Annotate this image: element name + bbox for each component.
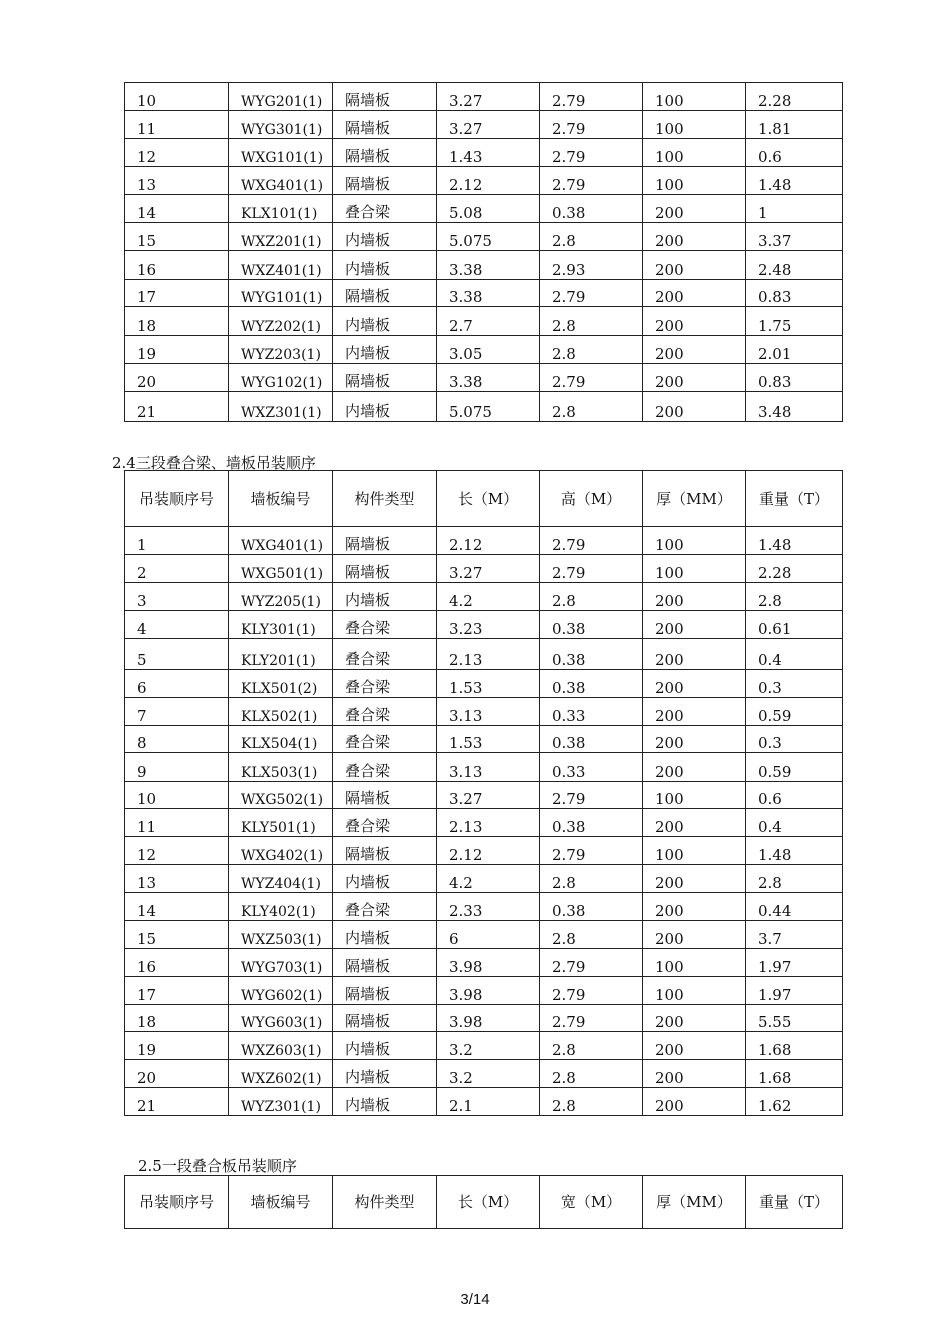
height-cell: 0.33 bbox=[540, 753, 643, 782]
code-cell: WYG102(1) bbox=[229, 364, 333, 392]
type-cell: 叠合梁 bbox=[333, 753, 437, 782]
table-row bbox=[125, 611, 843, 639]
thickness-cell: 100 bbox=[643, 83, 746, 111]
table-row bbox=[125, 698, 843, 726]
column-header: 长（M） bbox=[437, 1176, 540, 1229]
weight-cell: 3.7 bbox=[746, 921, 843, 949]
weight-cell: 2.48 bbox=[746, 251, 843, 280]
length-cell: 3.38 bbox=[437, 280, 540, 307]
weight-cell: 1.48 bbox=[746, 527, 843, 555]
height-cell: 0.38 bbox=[540, 195, 643, 223]
height-cell: 2.79 bbox=[540, 1005, 643, 1032]
length-cell: 1.53 bbox=[437, 726, 540, 753]
height-cell: 0.38 bbox=[540, 670, 643, 698]
weight-cell: 0.6 bbox=[746, 139, 843, 167]
length-cell: 3.2 bbox=[437, 1060, 540, 1088]
height-cell: 0.33 bbox=[540, 698, 643, 726]
weight-cell: 0.59 bbox=[746, 753, 843, 782]
height-cell: 2.79 bbox=[540, 555, 643, 583]
table-header-row bbox=[125, 1176, 843, 1229]
type-cell: 隔墙板 bbox=[333, 782, 437, 809]
code-cell: WXG501(1) bbox=[229, 555, 333, 583]
length-cell: 3.05 bbox=[437, 336, 540, 364]
length-cell: 3.38 bbox=[437, 364, 540, 392]
height-cell: 0.38 bbox=[540, 809, 643, 837]
type-cell: 内墙板 bbox=[333, 336, 437, 364]
thickness-cell: 200 bbox=[643, 307, 746, 336]
thickness-cell: 200 bbox=[643, 280, 746, 307]
thickness-cell: 200 bbox=[643, 670, 746, 698]
thickness-cell: 100 bbox=[643, 782, 746, 809]
table-row bbox=[125, 307, 843, 336]
weight-cell: 1 bbox=[746, 195, 843, 223]
seq-cell: 19 bbox=[125, 1032, 229, 1060]
length-cell: 3.27 bbox=[437, 555, 540, 583]
table-row bbox=[125, 1005, 843, 1032]
length-cell: 5.08 bbox=[437, 195, 540, 223]
length-cell: 3.27 bbox=[437, 83, 540, 111]
thickness-cell: 200 bbox=[643, 639, 746, 670]
weight-cell: 3.48 bbox=[746, 392, 843, 422]
height-cell: 2.8 bbox=[540, 223, 643, 251]
length-cell: 3.98 bbox=[437, 977, 540, 1005]
type-cell: 隔墙板 bbox=[333, 364, 437, 392]
section-title-2-4: 2.4三段叠合梁、墙板吊装顺序 bbox=[112, 454, 316, 472]
height-cell: 2.8 bbox=[540, 865, 643, 893]
type-cell: 叠合梁 bbox=[333, 639, 437, 670]
code-cell: WYZ404(1) bbox=[229, 865, 333, 893]
type-cell: 内墙板 bbox=[333, 307, 437, 336]
type-cell: 叠合梁 bbox=[333, 195, 437, 223]
type-cell: 隔墙板 bbox=[333, 837, 437, 865]
height-cell: 2.79 bbox=[540, 364, 643, 392]
length-cell: 1.53 bbox=[437, 670, 540, 698]
height-cell: 2.79 bbox=[540, 111, 643, 139]
weight-cell: 0.3 bbox=[746, 670, 843, 698]
height-cell: 2.79 bbox=[540, 837, 643, 865]
thickness-cell: 200 bbox=[643, 336, 746, 364]
height-cell: 2.8 bbox=[540, 583, 643, 611]
seq-cell: 16 bbox=[125, 949, 229, 977]
weight-cell: 0.83 bbox=[746, 280, 843, 307]
type-cell: 内墙板 bbox=[333, 1088, 437, 1116]
thickness-cell: 200 bbox=[643, 893, 746, 921]
table-row bbox=[125, 195, 843, 223]
type-cell: 叠合梁 bbox=[333, 809, 437, 837]
code-cell: WXG402(1) bbox=[229, 837, 333, 865]
code-cell: KLY201(1) bbox=[229, 639, 333, 670]
type-cell: 隔墙板 bbox=[333, 977, 437, 1005]
column-header: 长（M） bbox=[437, 471, 540, 527]
code-cell: WXZ301(1) bbox=[229, 392, 333, 422]
length-cell: 2.12 bbox=[437, 837, 540, 865]
table-row bbox=[125, 336, 843, 364]
seq-cell: 11 bbox=[125, 809, 229, 837]
seq-cell: 14 bbox=[125, 893, 229, 921]
weight-cell: 2.28 bbox=[746, 83, 843, 111]
component-table-continued bbox=[124, 82, 843, 422]
table-header-row bbox=[125, 471, 843, 527]
thickness-cell: 200 bbox=[643, 583, 746, 611]
code-cell: WXG502(1) bbox=[229, 782, 333, 809]
height-cell: 2.79 bbox=[540, 167, 643, 195]
seq-cell: 21 bbox=[125, 1088, 229, 1116]
length-cell: 3.98 bbox=[437, 949, 540, 977]
height-cell: 2.79 bbox=[540, 280, 643, 307]
seq-cell: 8 bbox=[125, 726, 229, 753]
seq-cell: 21 bbox=[125, 392, 229, 422]
code-cell: KLX504(1) bbox=[229, 726, 333, 753]
seq-cell: 18 bbox=[125, 1005, 229, 1032]
thickness-cell: 200 bbox=[643, 809, 746, 837]
seq-cell: 11 bbox=[125, 111, 229, 139]
type-cell: 内墙板 bbox=[333, 1060, 437, 1088]
weight-cell: 0.83 bbox=[746, 364, 843, 392]
height-cell: 2.93 bbox=[540, 251, 643, 280]
seq-cell: 5 bbox=[125, 639, 229, 670]
thickness-cell: 200 bbox=[643, 921, 746, 949]
height-cell: 2.79 bbox=[540, 527, 643, 555]
type-cell: 内墙板 bbox=[333, 583, 437, 611]
type-cell: 内墙板 bbox=[333, 223, 437, 251]
seq-cell: 1 bbox=[125, 527, 229, 555]
height-cell: 2.8 bbox=[540, 307, 643, 336]
length-cell: 2.12 bbox=[437, 167, 540, 195]
thickness-cell: 200 bbox=[643, 865, 746, 893]
thickness-cell: 200 bbox=[643, 251, 746, 280]
code-cell: KLY301(1) bbox=[229, 611, 333, 639]
column-header: 构件类型 bbox=[333, 1176, 437, 1229]
code-cell: WYG703(1) bbox=[229, 949, 333, 977]
type-cell: 内墙板 bbox=[333, 1032, 437, 1060]
height-cell: 2.8 bbox=[540, 1088, 643, 1116]
table-row bbox=[125, 280, 843, 307]
type-cell: 内墙板 bbox=[333, 865, 437, 893]
thickness-cell: 100 bbox=[643, 837, 746, 865]
table-row bbox=[125, 83, 843, 111]
type-cell: 隔墙板 bbox=[333, 139, 437, 167]
column-header: 重量（T） bbox=[746, 1176, 843, 1229]
seq-cell: 10 bbox=[125, 782, 229, 809]
column-header: 高（M） bbox=[540, 471, 643, 527]
seq-cell: 20 bbox=[125, 1060, 229, 1088]
weight-cell: 1.81 bbox=[746, 111, 843, 139]
height-cell: 0.38 bbox=[540, 726, 643, 753]
code-cell: WYG201(1) bbox=[229, 83, 333, 111]
thickness-cell: 200 bbox=[643, 753, 746, 782]
code-cell: WXZ401(1) bbox=[229, 251, 333, 280]
table-row bbox=[125, 583, 843, 611]
weight-cell: 2.01 bbox=[746, 336, 843, 364]
code-cell: WYZ203(1) bbox=[229, 336, 333, 364]
table-row bbox=[125, 111, 843, 139]
thickness-cell: 100 bbox=[643, 527, 746, 555]
thickness-cell: 100 bbox=[643, 167, 746, 195]
height-cell: 2.8 bbox=[540, 1032, 643, 1060]
table-row bbox=[125, 223, 843, 251]
code-cell: WXZ201(1) bbox=[229, 223, 333, 251]
length-cell: 3.2 bbox=[437, 1032, 540, 1060]
length-cell: 3.23 bbox=[437, 611, 540, 639]
height-cell: 2.79 bbox=[540, 83, 643, 111]
length-cell: 3.27 bbox=[437, 111, 540, 139]
table-row bbox=[125, 726, 843, 753]
height-cell: 2.79 bbox=[540, 139, 643, 167]
seq-cell: 4 bbox=[125, 611, 229, 639]
seq-cell: 7 bbox=[125, 698, 229, 726]
weight-cell: 0.61 bbox=[746, 611, 843, 639]
weight-cell: 2.8 bbox=[746, 583, 843, 611]
table-row bbox=[125, 1088, 843, 1116]
column-header: 墙板编号 bbox=[229, 1176, 333, 1229]
type-cell: 叠合梁 bbox=[333, 698, 437, 726]
seq-cell: 18 bbox=[125, 307, 229, 336]
code-cell: KLX502(1) bbox=[229, 698, 333, 726]
table-row bbox=[125, 167, 843, 195]
type-cell: 叠合梁 bbox=[333, 611, 437, 639]
lifting-sequence-table-2-5 bbox=[124, 1175, 843, 1229]
weight-cell: 0.4 bbox=[746, 639, 843, 670]
seq-cell: 15 bbox=[125, 223, 229, 251]
thickness-cell: 100 bbox=[643, 139, 746, 167]
column-header: 构件类型 bbox=[333, 471, 437, 527]
length-cell: 3.98 bbox=[437, 1005, 540, 1032]
weight-cell: 0.44 bbox=[746, 893, 843, 921]
seq-cell: 20 bbox=[125, 364, 229, 392]
thickness-cell: 200 bbox=[643, 1060, 746, 1088]
section-title-2-5: 2.5一段叠合板吊装顺序 bbox=[138, 1157, 297, 1175]
weight-cell: 1.68 bbox=[746, 1032, 843, 1060]
height-cell: 0.38 bbox=[540, 611, 643, 639]
height-cell: 2.8 bbox=[540, 1060, 643, 1088]
table-row bbox=[125, 893, 843, 921]
thickness-cell: 200 bbox=[643, 726, 746, 753]
code-cell: WYZ301(1) bbox=[229, 1088, 333, 1116]
length-cell: 4.2 bbox=[437, 865, 540, 893]
thickness-cell: 100 bbox=[643, 949, 746, 977]
type-cell: 隔墙板 bbox=[333, 1005, 437, 1032]
code-cell: WXG101(1) bbox=[229, 139, 333, 167]
seq-cell: 13 bbox=[125, 167, 229, 195]
code-cell: WYG602(1) bbox=[229, 977, 333, 1005]
length-cell: 2.13 bbox=[437, 809, 540, 837]
type-cell: 内墙板 bbox=[333, 921, 437, 949]
table-row bbox=[125, 977, 843, 1005]
table-row bbox=[125, 782, 843, 809]
weight-cell: 0.59 bbox=[746, 698, 843, 726]
code-cell: WYZ205(1) bbox=[229, 583, 333, 611]
weight-cell: 2.8 bbox=[746, 865, 843, 893]
length-cell: 5.075 bbox=[437, 392, 540, 422]
length-cell: 5.075 bbox=[437, 223, 540, 251]
table-row bbox=[125, 1060, 843, 1088]
length-cell: 4.2 bbox=[437, 583, 540, 611]
thickness-cell: 200 bbox=[643, 1088, 746, 1116]
column-header: 厚（MM） bbox=[643, 471, 746, 527]
type-cell: 叠合梁 bbox=[333, 893, 437, 921]
thickness-cell: 200 bbox=[643, 392, 746, 422]
thickness-cell: 200 bbox=[643, 1032, 746, 1060]
type-cell: 隔墙板 bbox=[333, 111, 437, 139]
code-cell: WXZ503(1) bbox=[229, 921, 333, 949]
table-row bbox=[125, 555, 843, 583]
table-row bbox=[125, 139, 843, 167]
length-cell: 2.7 bbox=[437, 307, 540, 336]
column-header: 重量（T） bbox=[746, 471, 843, 527]
column-header: 宽（M） bbox=[540, 1176, 643, 1229]
code-cell: WYG603(1) bbox=[229, 1005, 333, 1032]
seq-cell: 6 bbox=[125, 670, 229, 698]
weight-cell: 1.97 bbox=[746, 977, 843, 1005]
height-cell: 0.38 bbox=[540, 639, 643, 670]
type-cell: 隔墙板 bbox=[333, 167, 437, 195]
height-cell: 2.8 bbox=[540, 921, 643, 949]
table-row bbox=[125, 809, 843, 837]
weight-cell: 1.75 bbox=[746, 307, 843, 336]
type-cell: 内墙板 bbox=[333, 251, 437, 280]
code-cell: KLX101(1) bbox=[229, 195, 333, 223]
table-row bbox=[125, 527, 843, 555]
seq-cell: 16 bbox=[125, 251, 229, 280]
length-cell: 3.38 bbox=[437, 251, 540, 280]
weight-cell: 0.4 bbox=[746, 809, 843, 837]
type-cell: 隔墙板 bbox=[333, 555, 437, 583]
column-header: 厚（MM） bbox=[643, 1176, 746, 1229]
type-cell: 隔墙板 bbox=[333, 280, 437, 307]
table-row bbox=[125, 364, 843, 392]
table-row bbox=[125, 1032, 843, 1060]
seq-cell: 19 bbox=[125, 336, 229, 364]
weight-cell: 1.68 bbox=[746, 1060, 843, 1088]
table-row bbox=[125, 639, 843, 670]
seq-cell: 13 bbox=[125, 865, 229, 893]
lifting-sequence-table-2-4 bbox=[124, 470, 843, 1116]
thickness-cell: 200 bbox=[643, 611, 746, 639]
code-cell: KLX503(1) bbox=[229, 753, 333, 782]
height-cell: 2.79 bbox=[540, 977, 643, 1005]
code-cell: WXZ603(1) bbox=[229, 1032, 333, 1060]
table-row bbox=[125, 921, 843, 949]
column-header: 吊装顺序号 bbox=[125, 471, 229, 527]
weight-cell: 5.55 bbox=[746, 1005, 843, 1032]
page-number: 3/14 bbox=[460, 1291, 490, 1308]
length-cell: 1.43 bbox=[437, 139, 540, 167]
type-cell: 隔墙板 bbox=[333, 949, 437, 977]
column-header: 吊装顺序号 bbox=[125, 1176, 229, 1229]
height-cell: 0.38 bbox=[540, 893, 643, 921]
code-cell: WXG401(1) bbox=[229, 527, 333, 555]
thickness-cell: 100 bbox=[643, 111, 746, 139]
seq-cell: 14 bbox=[125, 195, 229, 223]
length-cell: 2.12 bbox=[437, 527, 540, 555]
type-cell: 叠合梁 bbox=[333, 726, 437, 753]
seq-cell: 3 bbox=[125, 583, 229, 611]
thickness-cell: 200 bbox=[643, 223, 746, 251]
height-cell: 2.8 bbox=[540, 336, 643, 364]
length-cell: 3.13 bbox=[437, 753, 540, 782]
seq-cell: 12 bbox=[125, 837, 229, 865]
weight-cell: 2.28 bbox=[746, 555, 843, 583]
seq-cell: 10 bbox=[125, 83, 229, 111]
seq-cell: 17 bbox=[125, 280, 229, 307]
length-cell: 2.33 bbox=[437, 893, 540, 921]
code-cell: WXG401(1) bbox=[229, 167, 333, 195]
code-cell: WYZ202(1) bbox=[229, 307, 333, 336]
type-cell: 内墙板 bbox=[333, 392, 437, 422]
thickness-cell: 200 bbox=[643, 364, 746, 392]
length-cell: 2.13 bbox=[437, 639, 540, 670]
table-row bbox=[125, 251, 843, 280]
seq-cell: 12 bbox=[125, 139, 229, 167]
seq-cell: 17 bbox=[125, 977, 229, 1005]
length-cell: 3.27 bbox=[437, 782, 540, 809]
weight-cell: 1.97 bbox=[746, 949, 843, 977]
type-cell: 隔墙板 bbox=[333, 527, 437, 555]
weight-cell: 1.62 bbox=[746, 1088, 843, 1116]
seq-cell: 15 bbox=[125, 921, 229, 949]
table-row bbox=[125, 837, 843, 865]
length-cell: 2.1 bbox=[437, 1088, 540, 1116]
height-cell: 2.79 bbox=[540, 949, 643, 977]
code-cell: KLX501(2) bbox=[229, 670, 333, 698]
thickness-cell: 200 bbox=[643, 195, 746, 223]
height-cell: 2.79 bbox=[540, 782, 643, 809]
code-cell: KLY402(1) bbox=[229, 893, 333, 921]
seq-cell: 2 bbox=[125, 555, 229, 583]
table-row bbox=[125, 753, 843, 782]
code-cell: WYG101(1) bbox=[229, 280, 333, 307]
code-cell: WYG301(1) bbox=[229, 111, 333, 139]
thickness-cell: 100 bbox=[643, 555, 746, 583]
table-row bbox=[125, 949, 843, 977]
column-header: 墙板编号 bbox=[229, 471, 333, 527]
code-cell: WXZ602(1) bbox=[229, 1060, 333, 1088]
weight-cell: 0.3 bbox=[746, 726, 843, 753]
type-cell: 隔墙板 bbox=[333, 83, 437, 111]
weight-cell: 1.48 bbox=[746, 837, 843, 865]
weight-cell: 1.48 bbox=[746, 167, 843, 195]
height-cell: 2.8 bbox=[540, 392, 643, 422]
seq-cell: 9 bbox=[125, 753, 229, 782]
thickness-cell: 100 bbox=[643, 977, 746, 1005]
table-row bbox=[125, 865, 843, 893]
weight-cell: 3.37 bbox=[746, 223, 843, 251]
thickness-cell: 200 bbox=[643, 1005, 746, 1032]
table-row bbox=[125, 392, 843, 422]
code-cell: KLY501(1) bbox=[229, 809, 333, 837]
table-row bbox=[125, 670, 843, 698]
type-cell: 叠合梁 bbox=[333, 670, 437, 698]
weight-cell: 0.6 bbox=[746, 782, 843, 809]
length-cell: 6 bbox=[437, 921, 540, 949]
thickness-cell: 200 bbox=[643, 698, 746, 726]
length-cell: 3.13 bbox=[437, 698, 540, 726]
